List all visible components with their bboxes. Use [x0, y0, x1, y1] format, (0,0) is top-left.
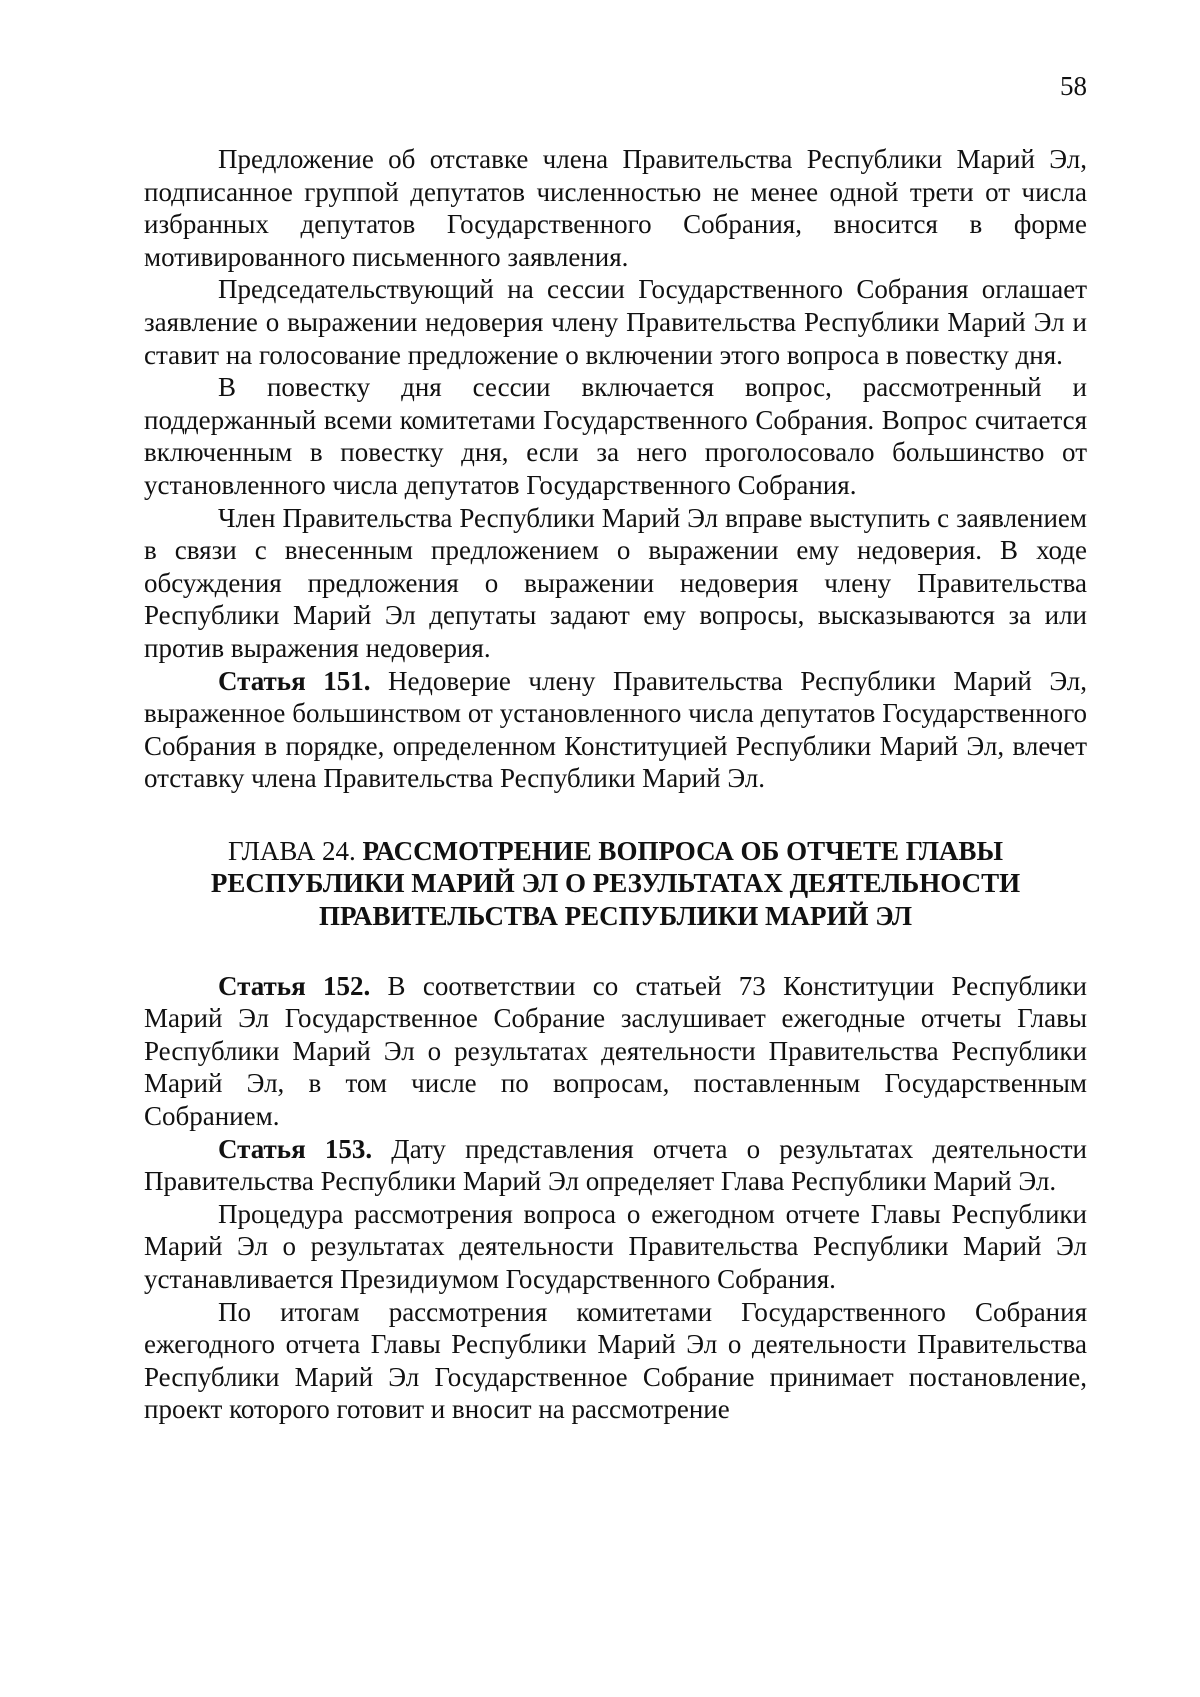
paragraph-text: В соответствии со статьей 73 Конституции Республики Марий Эл Государственное Собрание заслушивает ежегодные отчеты Главы Республики Марий Эл о результатах деятельности Правительства Республики Марий Эл, в том числе по вопросам, поставленным Государственным Собранием.: [144, 970, 1087, 1132]
chapter-title: РАССМОТРЕНИЕ ВОПРОСА ОБ ОТЧЕТЕ ГЛАВЫ РЕСПУБЛИКИ МАРИЙ ЭЛ О РЕЗУЛЬТАТАХ ДЕЯТЕЛЬНОСТИ ПРАВИТЕЛЬСТВА РЕСПУБЛИКИ МАРИЙ ЭЛ: [210, 835, 1021, 932]
paragraph-text: Недоверие члену Правительства Республики Марий Эл, выраженное большинством от установленного числа депутатов Государственного Собрания в порядке, определенном Конституцией Республики Марий Эл, влечет отставку члена Правительства Республики Марий Эл.: [144, 665, 1088, 794]
paragraph: [144, 273, 1087, 371]
paragraph-text: Член Правительства Республики Марий Эл вправе выступить с заявлением в связи с внесенным предложением о выражении ему недоверия. В ходе обсуждения предложения о выражении недоверия члену Правительства Республики Марий Эл депутаты задают ему вопросы, высказываются за или против выражения недоверия.: [144, 502, 1087, 663]
article-lead: Статья 151.: [218, 665, 371, 696]
article-153: [144, 1133, 1087, 1198]
paragraph: [144, 1198, 1087, 1296]
article-lead: Статья 153.: [218, 1133, 373, 1164]
paragraph: [144, 502, 1087, 665]
paragraph: [144, 143, 1087, 273]
chapter-heading: [144, 835, 1087, 933]
document-body: [144, 143, 1087, 1426]
paragraph-text: Предложение об отставке члена Правительства Республики Марий Эл, подписанное группой депутатов численностью не менее одной трети от числа избранных депутатов Государственного Собрания, вносится в форме мотивированного письменного заявления.: [144, 144, 1087, 272]
page-number: 58: [1060, 71, 1087, 101]
paragraph-text: В повестку дня сессии включается вопрос, рассмотренный и поддержанный всеми комитетами Государственного Собрания. Вопрос считается включенным в повестку дня, если за него проголосовало большинство от установленного числа депутатов Государственного Собрания.: [144, 372, 1087, 500]
article-152: [144, 970, 1087, 1133]
paragraph-text: Дату представления отчета о результатах деятельности Правительства Республики Марий Эл определяет Глава Республики Марий Эл.: [144, 1133, 1088, 1197]
paragraph-text: Процедура рассмотрения вопроса о ежегодном отчете Главы Республики Марий Эл о результатах деятельности Правительства Республики Марий Эл устанавливается Президиумом Государственного Собрания.: [144, 1198, 1087, 1294]
paragraph-text: По итогам рассмотрения комитетами Государственного Собрания ежегодного отчета Главы Республики Марий Эл о деятельности Правительства Республики Марий Эл Государственное Собрание принимает постановление, проект которого готовит и вносит на рассмотрение: [144, 1296, 1087, 1425]
paragraph: [144, 371, 1087, 501]
article-lead: Статья 152.: [218, 970, 371, 1001]
paragraph-text: Председательствующий на сессии Государственного Собрания оглашает заявление о выражении недоверия члену Правительства Республики Марий Эл и ставит на голосование предложение о включении этого вопроса в повестку дня.: [144, 274, 1087, 370]
chapter-number: ГЛАВА 24.: [228, 835, 356, 866]
article-151: [144, 665, 1087, 795]
paragraph: [144, 1296, 1087, 1426]
